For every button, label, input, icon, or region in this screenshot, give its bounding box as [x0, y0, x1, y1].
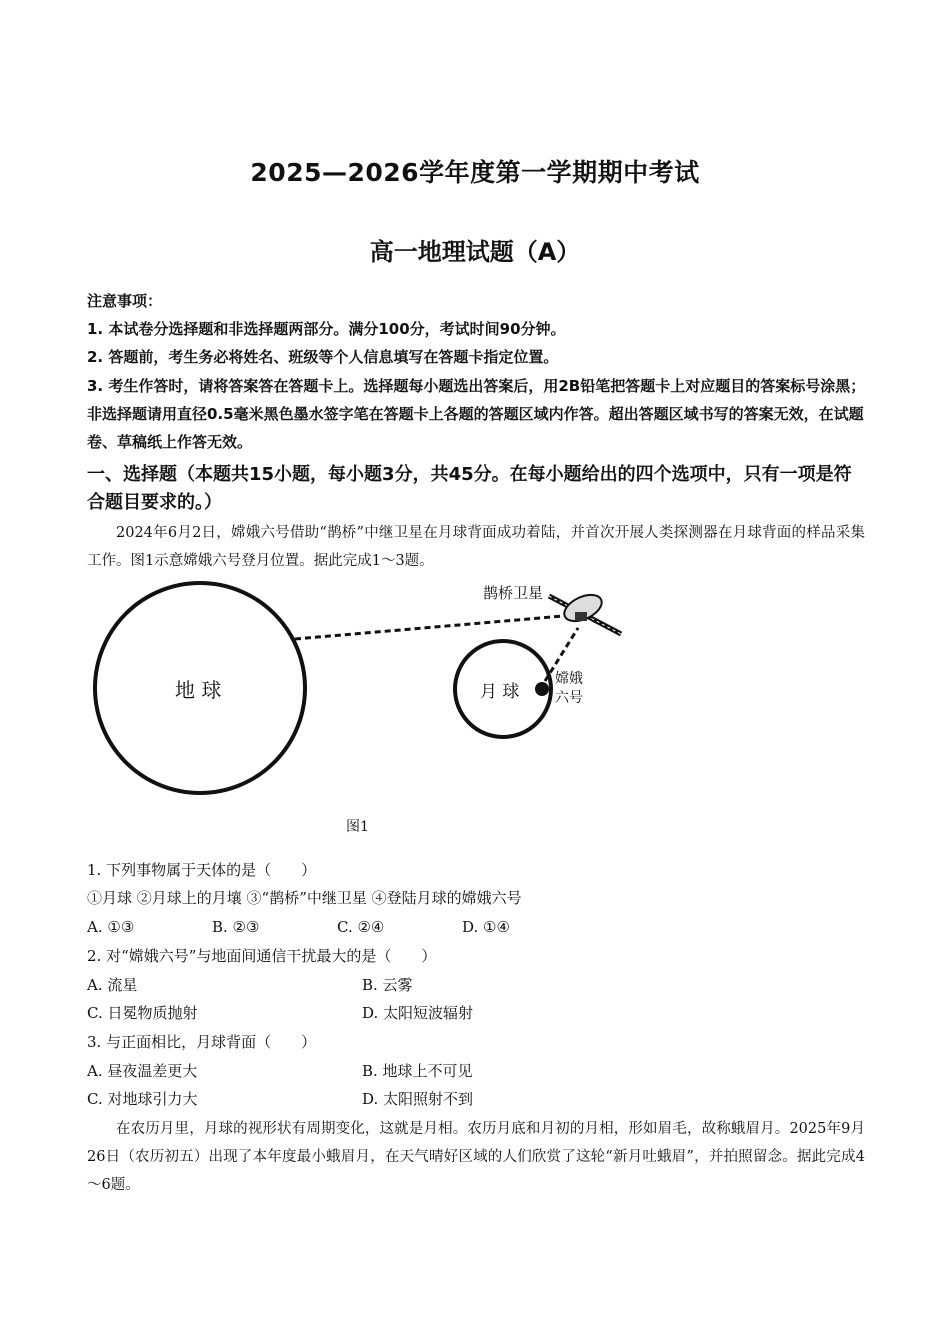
notice-item-3: 3. 考生作答时，请将答案答在答题卡上。选择题每小题选出答案后，用2B铅笔把答题卡上对应题目的答案标号涂黑；非选择题请用直径0.5毫米黑色墨水签字笔在答题卡上各题的答题区域内作答。超出答题区域书写的答案无效，在试题卷、草稿纸上作答无效。 [87, 377, 866, 451]
satellite-icon [549, 590, 621, 634]
relay-link-earth [295, 615, 575, 639]
lander-label-line1: 嫦娥 [555, 671, 583, 687]
q2-option-c: C. 日冕物质抛射 [87, 1004, 198, 1022]
satellite-label: 鹊桥卫星 [483, 584, 544, 602]
notice-heading: 注意事项： [87, 292, 163, 310]
q1-option-b: B. ②③ [212, 918, 260, 936]
q1-option-d: D. ①④ [462, 918, 510, 936]
exam-subtitle: 高一地理试题（A） [369, 238, 581, 266]
passage-1: 2024年6月2日，嫦娥六号借助“鹊桥”中继卫星在月球背面成功着陆，并首次开展人类探测器在月球背面的样品采集工作。图1示意嫦娥六号登月位置。据此完成1～3题。 [87, 525, 865, 569]
earth-label: 地 球 [175, 678, 222, 702]
exam-title: 2025—2026学年度第一学期期中考试 [250, 158, 700, 187]
passage-2: 在农历月里，月球的视形状有周期变化，这就是月相。农历月底和月初的月相，形如眉毛，故称蛾眉月。2025年9月26日（农历初五）出现了本年度最小蛾眉月，在天气晴好区域的人们欣赏了这轮“新月吐蛾眉”，并拍照留念。据此完成4～6题。 [87, 1121, 865, 1193]
q2-option-a: A. 流星 [87, 976, 138, 994]
q3-option-c: C. 对地球引力大 [87, 1090, 198, 1108]
q2-option-d: D. 太阳短波辐射 [362, 1004, 474, 1022]
q3-stem: 3. 与正面相比，月球背面（ ） [87, 1033, 317, 1051]
q1-option-a: A. ①③ [87, 918, 135, 936]
q1-option-c: C. ②④ [337, 918, 385, 936]
lander-dot [535, 682, 549, 696]
notice-item-1: 1. 本试卷分选择题和非选择题两部分。满分100分，考试时间90分钟。 [87, 320, 566, 338]
q2-option-b: B. 云雾 [362, 976, 413, 994]
moon-label: 月 球 [480, 682, 520, 702]
q3-option-a: A. 昼夜温差更大 [87, 1062, 198, 1080]
lander-label-line2: 六号 [555, 690, 583, 706]
q3-option-b: B. 地球上不可见 [362, 1062, 473, 1080]
q1-stem: 1. 下列事物属于天体的是（ ） [87, 861, 317, 879]
figure-1-diagram [85, 578, 645, 808]
q1-items: ①月球 ②月球上的月壤 ③“鹊桥”中继卫星 ④登陆月球的嫦娥六号 [87, 889, 522, 907]
section-1-heading: 一、选择题（本题共15小题，每小题3分，共45分。在每小题给出的四个选项中，只有一项是符合题目要求的。） [87, 464, 852, 513]
q2-stem: 2. 对“嫦娥六号”与地面间通信干扰最大的是（ ） [87, 947, 437, 965]
q3-option-d: D. 太阳照射不到 [362, 1090, 474, 1108]
figure-1-caption: 图1 [346, 819, 369, 835]
notice-item-2: 2. 答题前，考生务必将姓名、班级等个人信息填写在答题卡指定位置。 [87, 348, 559, 366]
